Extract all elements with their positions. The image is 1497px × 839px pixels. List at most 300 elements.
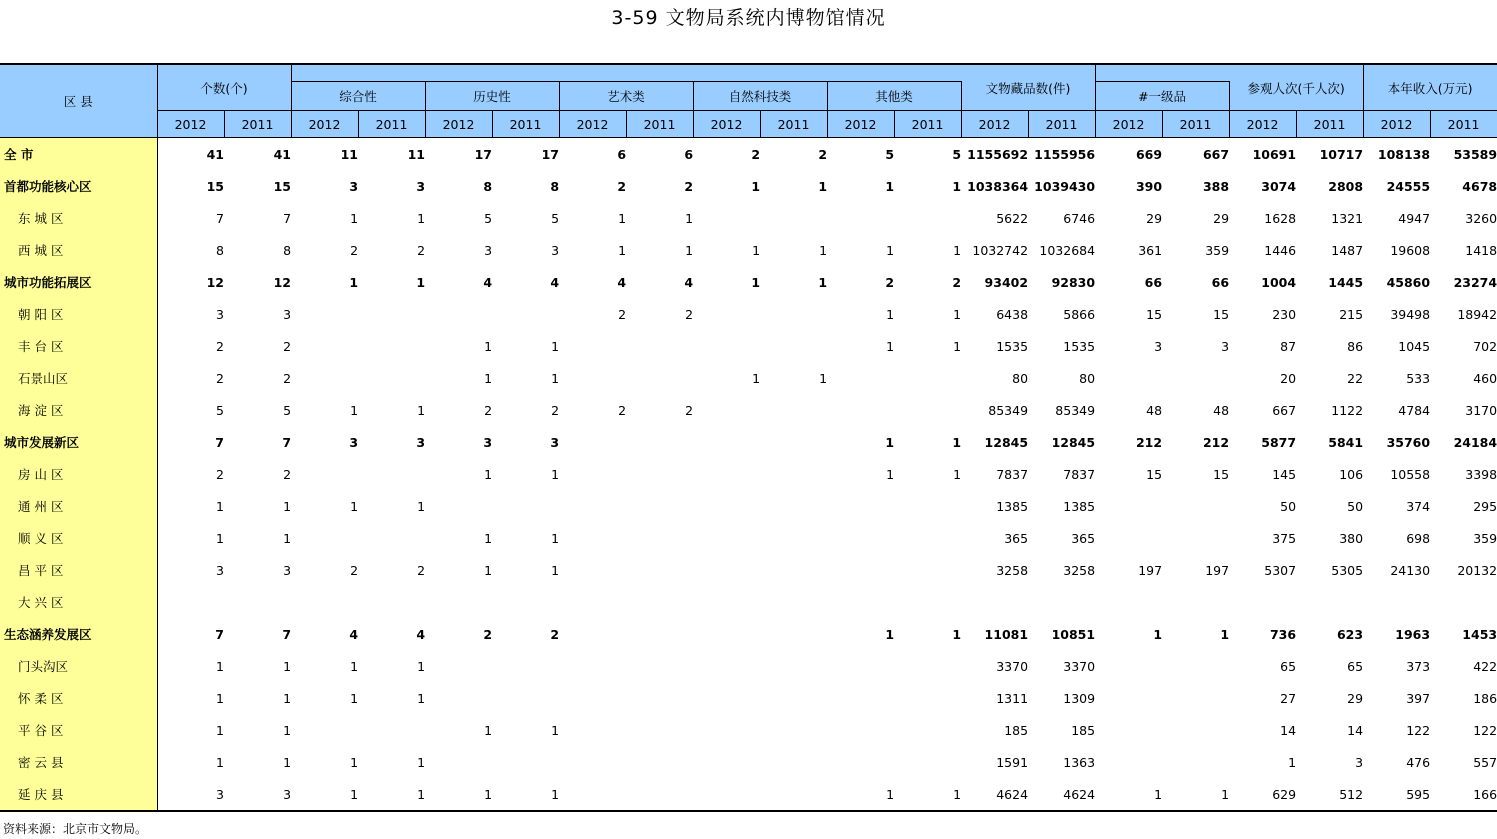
- value-cell: 1: [283, 690, 292, 706]
- value-cell: 380: [1339, 530, 1364, 546]
- value-cell: 1: [894, 778, 961, 811]
- value-cell: [760, 522, 827, 554]
- value-cell: 4624: [961, 778, 1028, 811]
- value-cell: 374: [1406, 498, 1431, 514]
- value-cell: 1: [283, 530, 292, 546]
- value-cell: 4: [617, 274, 627, 290]
- value-cell: [492, 650, 559, 682]
- value-cell: [894, 682, 961, 714]
- value-cell: 1: [551, 370, 560, 386]
- value-cell: 1: [885, 178, 895, 194]
- value-cell: 359: [1205, 242, 1230, 258]
- year-header-cell: 2012: [291, 111, 358, 138]
- value-cell: [358, 586, 425, 618]
- value-cell: 1: [350, 754, 359, 770]
- value-cell: [425, 746, 492, 778]
- value-cell: 5: [827, 138, 894, 171]
- value-cell: [1363, 586, 1430, 618]
- value-cell: 667: [1162, 138, 1229, 171]
- value-cell: [1162, 746, 1229, 778]
- value-cell: 1038364: [967, 178, 1029, 194]
- value-cell: 2: [216, 338, 224, 354]
- value-cell: 15: [273, 178, 292, 194]
- value-cell: [760, 490, 827, 522]
- value-cell: 1: [886, 306, 895, 322]
- value-cell: 87: [1280, 338, 1297, 354]
- value-cell: [827, 746, 894, 778]
- region-name-cell: 石景山区: [0, 362, 157, 394]
- value-cell: [559, 682, 626, 714]
- value-cell: 186: [1473, 690, 1497, 706]
- value-cell: 8: [216, 242, 224, 258]
- year-header-cell: 2011: [224, 111, 291, 138]
- value-cell: 1311: [996, 690, 1029, 706]
- table-row: [0, 298, 1497, 330]
- value-cell: 2: [685, 306, 694, 322]
- value-cell: 629: [1229, 778, 1296, 811]
- value-cell: [894, 714, 961, 746]
- value-cell: 1: [1220, 626, 1230, 642]
- value-cell: [827, 682, 894, 714]
- year-header-row: [0, 111, 1497, 138]
- region-name-cell: 怀 柔 区: [0, 682, 157, 714]
- value-cell: [559, 618, 626, 650]
- value-cell: 4: [684, 274, 694, 290]
- value-cell: [559, 778, 626, 811]
- value-cell: 23274: [1453, 274, 1497, 290]
- year-header-cell: 2012: [157, 111, 224, 138]
- category-header-science: 自然科技类: [693, 82, 827, 111]
- value-cell: 1: [818, 274, 828, 290]
- value-cell: 1487: [1331, 242, 1364, 258]
- value-cell: 361: [1138, 242, 1163, 258]
- value-cell: 1: [953, 306, 962, 322]
- value-cell: [693, 618, 760, 650]
- value-cell: 3: [157, 778, 224, 811]
- value-cell: 10717: [1296, 138, 1363, 171]
- value-cell: 10851: [1051, 626, 1096, 642]
- value-cell: 1: [551, 722, 560, 738]
- year-header-cell: 2012: [961, 111, 1028, 138]
- value-cell: 11: [358, 138, 425, 171]
- region-name-cell: 城市功能拓展区: [0, 266, 157, 298]
- value-cell: 8: [550, 178, 560, 194]
- value-cell: 4: [550, 274, 560, 290]
- value-cell: 20: [1280, 370, 1297, 386]
- value-cell: 80: [1079, 370, 1096, 386]
- value-cell: 10691: [1229, 138, 1296, 171]
- value-cell: 41: [157, 138, 224, 171]
- value-cell: 1: [216, 498, 224, 514]
- value-cell: 3260: [1465, 210, 1497, 226]
- value-cell: 2: [417, 242, 426, 258]
- value-cell: 1: [484, 530, 493, 546]
- value-cell: [693, 394, 760, 426]
- value-cell: 4: [483, 274, 493, 290]
- value-cell: 166: [1430, 778, 1497, 811]
- value-cell: [894, 490, 961, 522]
- value-cell: [693, 650, 760, 682]
- value-cell: 14: [1347, 722, 1364, 738]
- value-cell: [291, 298, 358, 330]
- value-cell: 1032742: [972, 242, 1029, 258]
- value-cell: 2: [483, 626, 493, 642]
- value-cell: [1095, 714, 1162, 746]
- value-cell: 29: [1213, 210, 1230, 226]
- value-cell: 3: [551, 242, 560, 258]
- value-cell: [894, 522, 961, 554]
- value-cell: 7837: [996, 466, 1029, 482]
- value-cell: 533: [1406, 370, 1431, 386]
- value-cell: 1: [1162, 778, 1229, 811]
- value-cell: 3: [416, 178, 426, 194]
- value-cell: 1535: [1063, 338, 1096, 354]
- year-header-cell: 2011: [1162, 111, 1229, 138]
- value-cell: 2: [618, 306, 627, 322]
- value-cell: 185: [1004, 722, 1029, 738]
- value-cell: [693, 778, 760, 811]
- value-cell: [291, 330, 358, 362]
- value-cell: [559, 746, 626, 778]
- value-cell: [693, 682, 760, 714]
- value-cell: [760, 202, 827, 234]
- value-cell: 1004: [1261, 274, 1297, 290]
- value-cell: 15: [1213, 306, 1230, 322]
- value-cell: [559, 362, 626, 394]
- region-name-cell: 大 兴 区: [0, 586, 157, 618]
- region-name-cell: 房 山 区: [0, 458, 157, 490]
- value-cell: 3370: [1063, 658, 1096, 674]
- value-cell: 7: [216, 210, 224, 226]
- value-cell: [693, 522, 760, 554]
- value-cell: [358, 714, 425, 746]
- value-cell: 1: [350, 690, 359, 706]
- region-name-cell: 丰 台 区: [0, 330, 157, 362]
- value-cell: [1095, 746, 1162, 778]
- value-cell: 1: [283, 498, 292, 514]
- value-cell: [827, 522, 894, 554]
- value-cell: [425, 650, 492, 682]
- collections-header: 文物藏品数(件): [961, 64, 1095, 111]
- value-cell: 1: [886, 338, 895, 354]
- value-cell: [693, 554, 760, 586]
- value-cell: [693, 490, 760, 522]
- value-cell: 19608: [1390, 242, 1431, 258]
- value-cell: 623: [1336, 626, 1364, 642]
- value-cell: [626, 714, 693, 746]
- value-cell: [626, 490, 693, 522]
- value-cell: [894, 586, 961, 618]
- value-cell: 1418: [1465, 242, 1497, 258]
- value-cell: [224, 586, 291, 618]
- value-cell: 7: [283, 210, 292, 226]
- value-cell: 476: [1406, 754, 1431, 770]
- value-cell: [827, 650, 894, 682]
- value-cell: 295: [1473, 498, 1497, 514]
- table-row: [0, 618, 1497, 650]
- value-cell: [291, 586, 358, 618]
- value-cell: 20132: [1457, 562, 1497, 578]
- region-name-cell: 密 云 县: [0, 746, 157, 778]
- year-header-cell: 2012: [1363, 111, 1430, 138]
- value-cell: 22: [1347, 370, 1364, 386]
- value-cell: 1: [216, 690, 224, 706]
- value-cell: 359: [1473, 530, 1497, 546]
- value-cell: 3074: [1261, 178, 1297, 194]
- value-cell: [559, 714, 626, 746]
- value-cell: [693, 426, 760, 458]
- value-cell: 41: [224, 138, 291, 171]
- table-row: [0, 554, 1497, 586]
- value-cell: 3: [1221, 338, 1230, 354]
- value-cell: 3: [216, 562, 224, 578]
- value-cell: 53589: [1430, 138, 1497, 171]
- value-cell: 1: [885, 626, 895, 642]
- value-cell: 108138: [1363, 138, 1430, 171]
- value-cell: [559, 458, 626, 490]
- region-name-cell: 延 庆 县: [0, 778, 157, 811]
- value-cell: [559, 330, 626, 362]
- year-header-cell: 2012: [827, 111, 894, 138]
- year-header-cell: 2012: [693, 111, 760, 138]
- value-cell: [559, 426, 626, 458]
- value-cell: [693, 202, 760, 234]
- count-header: 个数(个): [157, 64, 291, 111]
- region-name-cell: 西 城 区: [0, 234, 157, 266]
- value-cell: [894, 202, 961, 234]
- value-cell: 1963: [1395, 626, 1431, 642]
- value-cell: 1: [751, 178, 761, 194]
- table-row: [0, 490, 1497, 522]
- value-cell: [827, 202, 894, 234]
- value-cell: 1453: [1462, 626, 1497, 642]
- value-cell: 39498: [1390, 306, 1431, 322]
- year-header-cell: 2011: [492, 111, 559, 138]
- value-cell: 17: [492, 138, 559, 171]
- value-cell: [559, 490, 626, 522]
- value-cell: [425, 298, 492, 330]
- value-cell: 48: [1146, 402, 1163, 418]
- value-cell: [827, 362, 894, 394]
- value-cell: [760, 298, 827, 330]
- value-cell: 1: [618, 210, 627, 226]
- value-cell: 3: [216, 306, 224, 322]
- value-cell: [894, 650, 961, 682]
- value-cell: [760, 714, 827, 746]
- value-cell: 1: [551, 530, 560, 546]
- value-cell: [358, 362, 425, 394]
- value-cell: [559, 554, 626, 586]
- value-cell: 390: [1135, 178, 1163, 194]
- table-title: 3-59 文物局系统内博物馆情况: [611, 7, 886, 29]
- value-cell: [1296, 586, 1363, 618]
- value-cell: 85349: [1055, 402, 1096, 418]
- value-cell: [760, 682, 827, 714]
- value-cell: 106: [1339, 466, 1364, 482]
- value-cell: 215: [1339, 306, 1364, 322]
- value-cell: 3: [283, 306, 292, 322]
- value-cell: [492, 298, 559, 330]
- value-cell: 10558: [1390, 466, 1431, 482]
- value-cell: 1: [425, 778, 492, 811]
- value-cell: 1: [417, 754, 426, 770]
- value-cell: [1229, 586, 1296, 618]
- value-cell: 1: [484, 722, 493, 738]
- value-cell: [626, 426, 693, 458]
- value-cell: 15: [206, 178, 224, 194]
- value-cell: [425, 490, 492, 522]
- region-name-cell: 海 淀 区: [0, 394, 157, 426]
- value-cell: [358, 330, 425, 362]
- value-cell: 6746: [1063, 210, 1096, 226]
- value-cell: [1095, 650, 1162, 682]
- value-cell: 24130: [1390, 562, 1431, 578]
- table-header: [0, 64, 1497, 138]
- value-cell: 1: [417, 210, 426, 226]
- value-cell: [559, 586, 626, 618]
- value-cell: 667: [1272, 402, 1297, 418]
- value-cell: [358, 298, 425, 330]
- value-cell: [626, 778, 693, 811]
- value-cell: 1: [1095, 778, 1162, 811]
- value-cell: 80: [1012, 370, 1029, 386]
- value-cell: [626, 586, 693, 618]
- value-cell: [1095, 682, 1162, 714]
- value-cell: 1: [751, 274, 761, 290]
- value-cell: 365: [1071, 530, 1096, 546]
- value-cell: 388: [1202, 178, 1230, 194]
- value-cell: 2: [283, 370, 292, 386]
- visitors-header: 参观人次(千人次): [1229, 64, 1363, 111]
- value-cell: 1155956: [1028, 138, 1095, 171]
- value-cell: 185: [1071, 722, 1096, 738]
- value-cell: 5305: [1331, 562, 1364, 578]
- value-cell: 1: [819, 242, 828, 258]
- category-header-comprehensive: 综合性: [291, 82, 425, 111]
- value-cell: 2808: [1328, 178, 1364, 194]
- value-cell: 1039430: [1034, 178, 1096, 194]
- value-cell: 1: [484, 466, 493, 482]
- year-header-cell: 2012: [1229, 111, 1296, 138]
- value-cell: 1: [1153, 626, 1163, 642]
- value-cell: [291, 458, 358, 490]
- value-cell: 145: [1272, 466, 1297, 482]
- value-cell: [291, 714, 358, 746]
- value-cell: 66: [1144, 274, 1163, 290]
- value-cell: [894, 362, 961, 394]
- value-cell: 2: [417, 562, 426, 578]
- value-cell: [425, 586, 492, 618]
- region-name-cell: 城市发展新区: [0, 426, 157, 458]
- table-row: [0, 394, 1497, 426]
- value-cell: 1: [953, 242, 962, 258]
- value-cell: 18942: [1457, 306, 1497, 322]
- value-cell: 1: [349, 274, 359, 290]
- value-cell: 12: [206, 274, 224, 290]
- value-cell: [1162, 362, 1229, 394]
- region-name-cell: 顺 义 区: [0, 522, 157, 554]
- year-header-cell: 2011: [1430, 111, 1497, 138]
- value-cell: 5866: [1063, 306, 1096, 322]
- value-cell: [492, 746, 559, 778]
- value-cell: 1155692: [961, 138, 1028, 171]
- value-cell: 1: [1288, 754, 1297, 770]
- value-cell: 5: [484, 210, 493, 226]
- value-cell: 2: [551, 402, 560, 418]
- table-row: [0, 202, 1497, 234]
- value-cell: [693, 298, 760, 330]
- value-cell: 24555: [1386, 178, 1431, 194]
- table-row: [0, 330, 1497, 362]
- value-cell: [626, 682, 693, 714]
- value-cell: 1: [350, 658, 359, 674]
- value-cell: 8: [483, 178, 493, 194]
- value-cell: [693, 586, 760, 618]
- value-cell: [626, 746, 693, 778]
- table-row: [0, 266, 1497, 298]
- value-cell: [827, 714, 894, 746]
- value-cell: 365: [1004, 530, 1029, 546]
- value-cell: 45860: [1386, 274, 1431, 290]
- value-cell: [760, 458, 827, 490]
- value-cell: [1162, 714, 1229, 746]
- value-cell: 12845: [984, 434, 1029, 450]
- value-cell: 1363: [1063, 754, 1096, 770]
- value-cell: 1445: [1328, 274, 1364, 290]
- value-cell: 2: [617, 178, 627, 194]
- value-cell: 595: [1363, 778, 1430, 811]
- value-cell: 5622: [996, 210, 1029, 226]
- value-cell: [492, 586, 559, 618]
- value-cell: 1: [283, 722, 292, 738]
- value-cell: 1: [551, 338, 560, 354]
- category-header-spacer: [291, 64, 961, 82]
- value-cell: 3: [484, 242, 493, 258]
- value-cell: 698: [1406, 530, 1431, 546]
- value-cell: [1095, 522, 1162, 554]
- value-cell: 1: [291, 778, 358, 811]
- value-cell: [559, 522, 626, 554]
- value-cell: 1: [350, 402, 359, 418]
- value-cell: 2: [350, 242, 359, 258]
- value-cell: 1: [827, 778, 894, 811]
- table-row: [0, 586, 1497, 618]
- value-cell: 35760: [1386, 434, 1431, 450]
- value-cell: [760, 426, 827, 458]
- value-cell: 1: [819, 370, 828, 386]
- value-cell: 4: [349, 626, 359, 642]
- value-cell: 5877: [1261, 434, 1297, 450]
- value-cell: 1: [752, 370, 761, 386]
- value-cell: 4947: [1398, 210, 1431, 226]
- value-cell: [1162, 650, 1229, 682]
- value-cell: 1: [216, 530, 224, 546]
- region-name-cell: 东 城 区: [0, 202, 157, 234]
- region-name-cell: 全 市: [0, 138, 157, 171]
- category-header-art: 艺术类: [559, 82, 693, 111]
- value-cell: [693, 330, 760, 362]
- value-cell: [827, 394, 894, 426]
- value-cell: 1: [953, 466, 962, 482]
- value-cell: [1162, 490, 1229, 522]
- value-cell: 1: [551, 562, 560, 578]
- year-header-cell: 2012: [559, 111, 626, 138]
- value-cell: [760, 554, 827, 586]
- value-cell: [894, 554, 961, 586]
- value-cell: [760, 650, 827, 682]
- value-cell: 15: [1146, 306, 1163, 322]
- value-cell: 3: [416, 434, 426, 450]
